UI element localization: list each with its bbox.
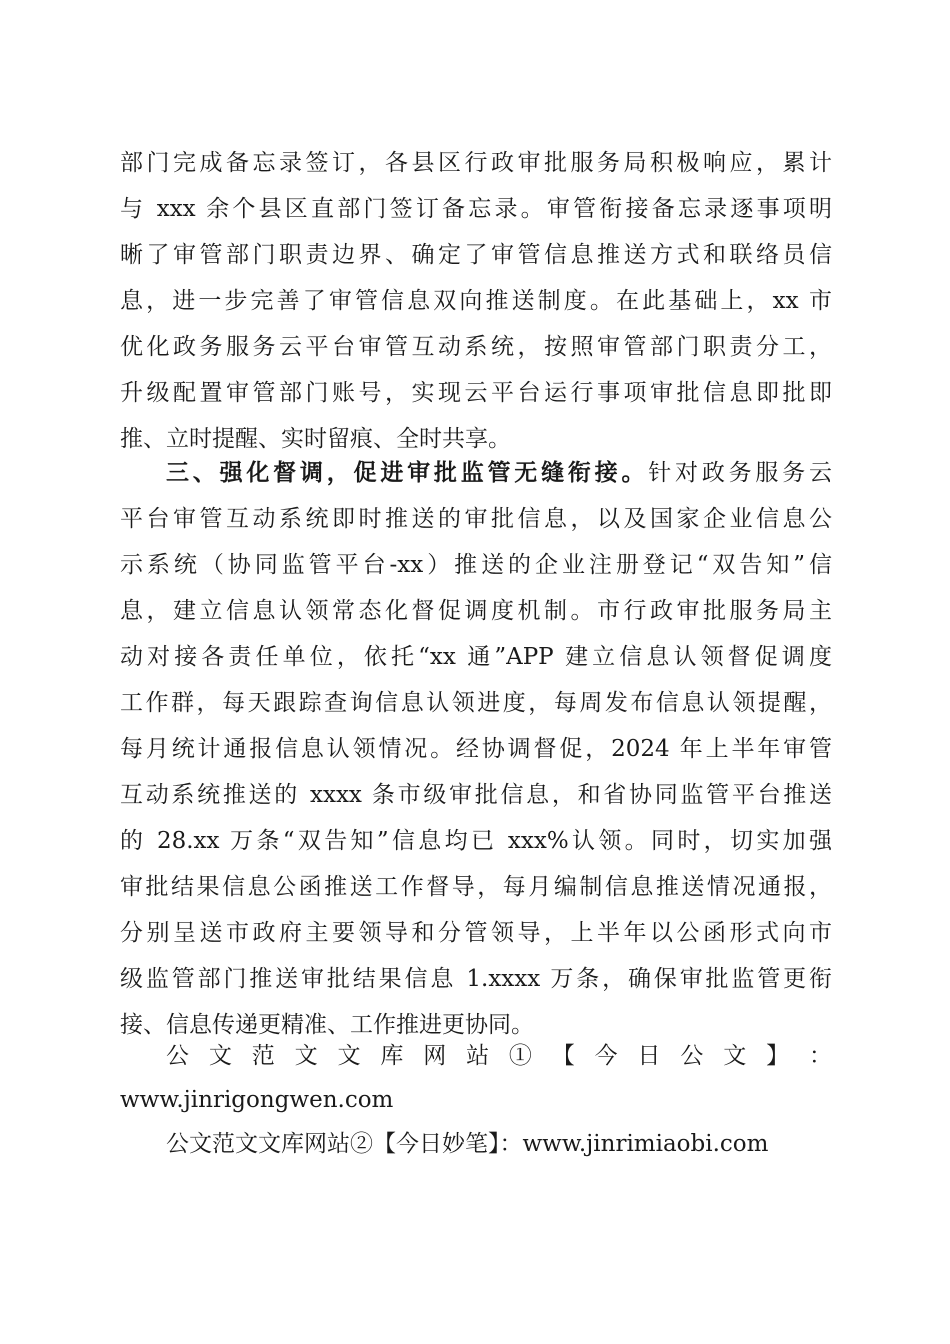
paragraph-line: 分别呈送市政府主要领导和分管领导，上半年以公函形式向市 [120, 920, 832, 946]
footer-links [120, 1034, 832, 1166]
paragraph-line: 部门完成备忘录签订，各县区行政审批服务局积极响应，累计 [120, 150, 832, 176]
paragraph-line: 工作群，每天跟踪查询信息认领进度，每周发布信息认领提醒， [120, 690, 832, 716]
site1-label: 公 文 范 文 文 库 网 站 ① 【 今 日 公 文 】 ： [166, 1043, 832, 1069]
paragraph-line: 升级配置审管部门账号，实现云平台运行事项审批信息即批即 [120, 380, 832, 406]
paragraph-line: 级监管部门推送审批结果信息 1.xxxx 万条，确保审批监管更衔 [120, 966, 832, 992]
paragraph-line: 息，建立信息认领常态化督促调度机制。市行政审批服务局主 [120, 598, 832, 624]
paragraph-line: 审批结果信息公函推送工作督导，每月编制信息推送情况通报， [120, 874, 832, 900]
paragraph-line: 优化政务服务云平台审管互动系统，按照审管部门职责分工， [120, 334, 832, 360]
paragraph-line: 推、立时提醒、实时留痕、全时共享。 [120, 426, 511, 452]
paragraph-line: 示系统（协同监管平台-xx）推送的企业注册登记“双告知”信 [120, 552, 832, 578]
paragraph-line: 动对接各责任单位，依托“xx 通”APP 建立信息认领督促调度 [120, 644, 832, 670]
heading-continuation: 针对政务服务云 [648, 460, 832, 486]
site1-url[interactable]: www.jinrigongwen.com [120, 1087, 394, 1113]
paragraph-line: 互动系统推送的 xxxx 条市级审批信息，和省协同监管平台推送 [120, 782, 832, 808]
paragraph-2 [120, 450, 832, 1048]
paragraph-1 [120, 140, 832, 462]
paragraph-line: 的 28.xx 万条“双告知”信息均已 xxx%认领。同时，切实加强 [120, 828, 832, 854]
paragraph-first-line [120, 450, 832, 496]
paragraph-line: 接、信息传递更精准、工作推进更协同。 [120, 1012, 534, 1038]
section-heading: 三、强化督调，促进审批监管无缝衔接。 [166, 460, 649, 486]
paragraph-line: 每月统计通报信息认领情况。经协调督促，2024 年上半年审管 [120, 736, 832, 762]
site2-line[interactable]: 公文范文文库网站②【今日妙笔】：www.jinrimiaobi.com [166, 1131, 769, 1157]
paragraph-line: 息，进一步完善了审管信息双向推送制度。在此基础上，xx 市 [120, 288, 832, 314]
paragraph-line: 晰了审管部门职责边界、确定了审管信息推送方式和联络员信 [120, 242, 832, 268]
paragraph-line: 平台审管互动系统即时推送的审批信息，以及国家企业信息公 [120, 506, 832, 532]
paragraph-line: 与 xxx 余个县区直部门签订备忘录。审管衔接备忘录逐事项明 [120, 196, 832, 222]
